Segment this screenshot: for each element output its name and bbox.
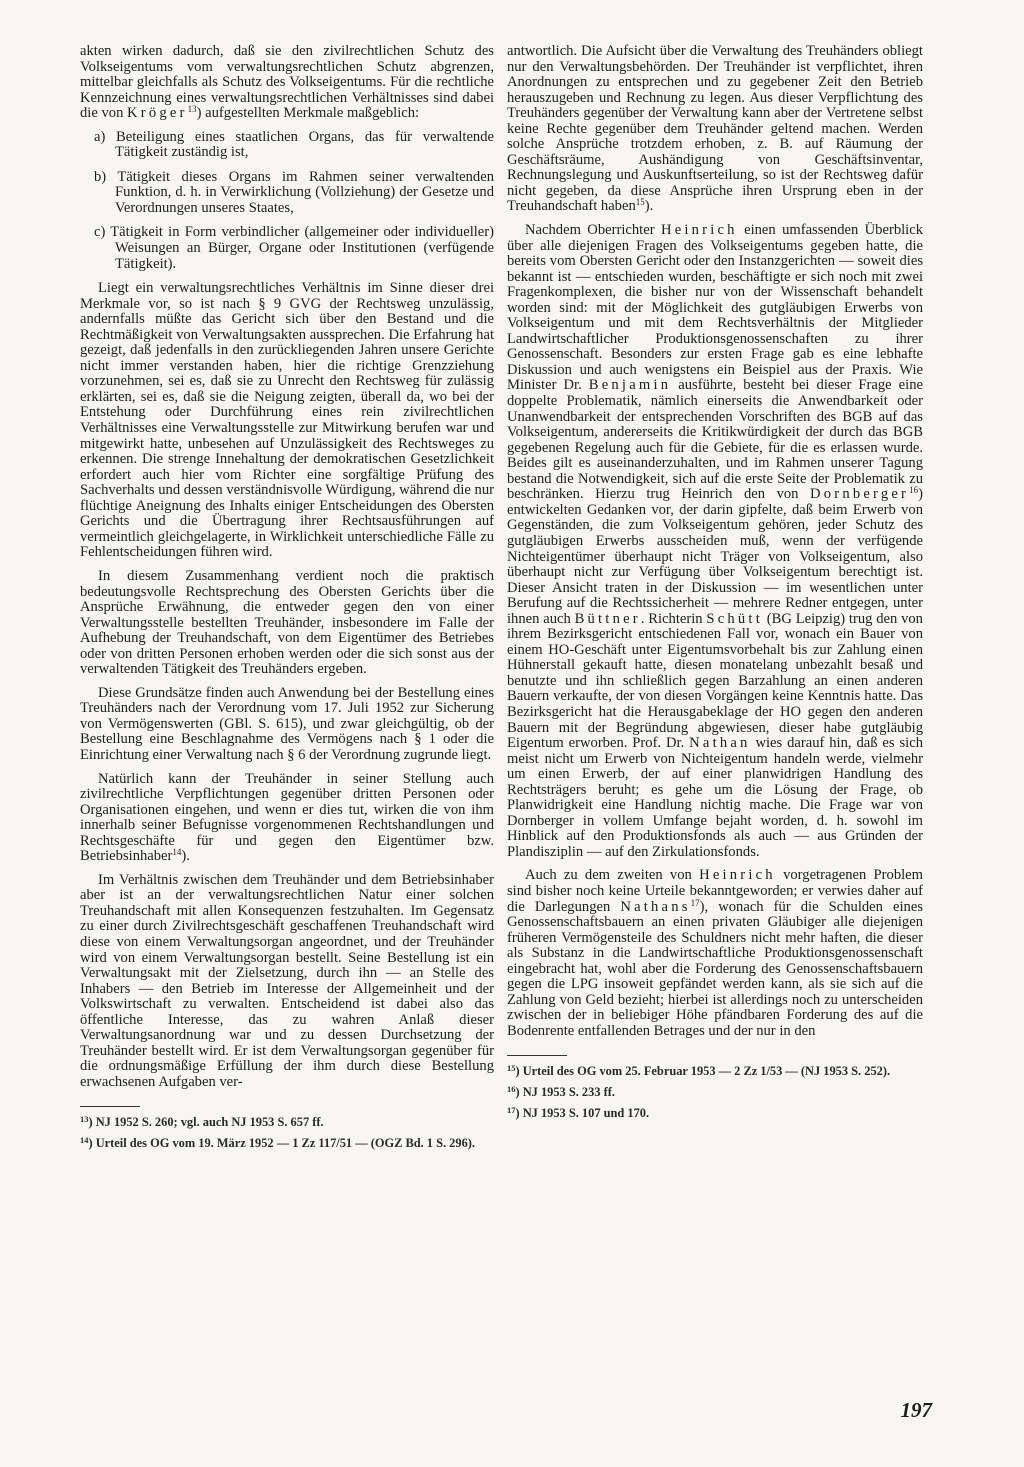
footnotes-left: [80, 1115, 494, 1157]
right-paragraph-1: antwortlich. Die Aufsicht über die Verwaltung des Treuhänders obliegt nur den Verwaltungsbehörden. Der Treuhänder ist verpflichtet, ihren Anordnungen zu entsprechen und zu gegebener Zeit den Betrieb herauszugeben und Rechnung zu legen. Aus dieser Verpflichtung des Treuhänders gegenüber der Verwaltung kann aber der Vertretene selbst keine Rechte gegenüber dem Treuhänder geltend machen. Werden solche Ansprüche trotzdem erhoben, z. B. auf Räumung der Geschäftsräume, Aushändigung von Geschäftsinventar, Rechnungslegung und Auskunftserteilung, so ist der Rechtsweg dafür nicht gegeben, da diese Ansprüche ihren Ursprung eben in der Treuhandschaft haben$^{15}$).: [507, 43, 923, 215]
footnote: $^{16}$) NJ 1953 S. 233 ff.: [507, 1084, 615, 1099]
left-paragraph-4: Diese Grundsätze finden auch Anwendung bei der Bestellung eines Treuhänders nach der Verordnung vom 17. Juli 1952 zur Sicherung von Vermögenswerten (GBl. S. 615), und zwar gleichgültig, ob der Bestellung eine Beschlagnahme des Vermögens nach § 1 oder die Einrichtung einer Verwaltung nach § 6 der Verordnung zugrunde liegt.: [80, 684, 494, 763]
footnote-ref: 15: [635, 197, 645, 208]
footnote-rule-left: [80, 1106, 140, 1107]
left-paragraph-2: Liegt ein verwaltungsrechtliches Verhältnis im Sinne dieser drei Merkmale vor, so ist nach § 9 GVG der Rechtsweg unzulässig, andernfalls müßte das Gericht sich über den Bestand und die Rechtmäßigkeit von Verwaltungsakten aussprechen. Die Erfahrung hat gezeigt, daß jedenfalls in den zurückliegenden Jahren unsere Gerichte nicht immer verstanden haben, hier die richtige Grenzziehung vorzunehmen, sei es, daß sie zu Unrecht den Rechtsweg für zulässig erklärten, sei es, daß sie die Neigung zeigten, überall da, wo bei der Entstehung oder Durchführung eines rein zivilrechtlichen Verhältnisses eine Verwaltungsstelle zur Mitwirkung berufen war und mitgewirkt hatte, unbesehen auf Unzulässigkeit des Rechtsweges zu erkennen. Die strenge Innehaltung der demokratischen Gesetzlichkeit erfordert auch hier vom Richter eine sorgfältige Prüfung des Sachverhalts und dessen verständnisvolle Würdigung, während die nur flüchtige Aneignung des Inhalts einiger Entscheidungen des Obersten Gerichts und die Übertragung ihrer Rechtsausführungen auf vermeintlich gleichgelagerte, in Wirklichkeit unterschiedliche Fälle zu Fehlentscheidungen führen wird.: [80, 280, 494, 561]
footnote-ref: 14: [172, 847, 182, 858]
footnote: $^{13}$) NJ 1952 S. 260; vgl. auch NJ 1953 S. 657 ff.: [80, 1114, 324, 1129]
left-paragraph-6: Im Verhältnis zwischen dem Treuhänder und dem Betriebsinhaber aber ist an der verwaltungsrechtlichen Natur einer solchen Treuhandschaft mit allen Konsequenzen festzuhalten. Im Gegensatz zu einer durch Zivilrechtsgeschäft geschaffenen Treuhandschaft wird diese von einem Verwaltungsorgan angeordnet, und der Treuhänder wird von einem Verwaltungsorgan bestellt. Seine Bestellung ist ein Verwaltungsakt mit der Zielsetzung, durch ihn — an Stelle des Inhabers — den Betrieb im Interesse der Allgemeinheit und der Volkswirtschaft zu verwalten. Entscheidend ist dabei also das öffentliche Interesse, das zu wahren Anlaß dieser Verwaltungsanordnung war und zu dessen Durchsetzung der Treuhänder bestellt wird. Er ist dem Verwaltungsorgan gegenüber für die ordnungsmäßige Erfüllung der ihm durch diese Bestellung erwachsenen Aufgaben ver-: [80, 871, 494, 1090]
person-name: Dornberger: [810, 486, 910, 503]
footnote: $^{15}$) Urteil des OG vom 25. Februar 1953 — 2 Zz 1/53 — (NJ 1953 S. 252).: [507, 1063, 891, 1078]
footnote: $^{17}$) NJ 1953 S. 107 und 170.: [507, 1105, 650, 1120]
criteria-item: c) Tätigkeit in Form verbindlicher (allgemeiner oder individueller) Weisungen an Bürger, Organe oder Institutionen (verfügende Tätigkeit).: [94, 224, 494, 272]
person-name: Schütt: [706, 610, 763, 627]
left-paragraph-3: In diesem Zusammenhang verdient noch die praktisch bedeutungsvolle Rechtsprechung des Obersten Gerichts über die Ansprüche Erwähnung, die entweder gegen den von einer Verwaltungsstelle bestellten Treuhänder, insbesondere im Falle der Aufhebung der Treuhandschaft, von dem Eigentümer des Betriebes oder von dritten Personen erhoben werden oder die sich sonst aus der verwaltenden Tätigkeit des Treuhänders ergeben.: [80, 567, 494, 678]
right-paragraph-2: Nachdem Oberrichter Heinrich einen umfassenden Überblick über alle diejenigen Fragen des Volkseigentums gegeben hatte, die bereits vom Obersten Gericht oder den Instanzgerichten — soweit dies bekannt ist — entschieden wurden, beschäftigte er sich noch mit zwei Fragenkomplexen, die bisher nur von der Wissenschaft behandelt worden sind: mit der Möglichkeit des gutgläubigen Erwerbs von Volkseigentum und mit dem Rechtsverhältnis der Mitglieder Landwirtschaftlicher Produktionsgenossenschaften zu ihrer Genossenschaft. Besonders zur ersten Frage gab es eine lebhafte Diskussion und auch wenigstens ein Beispiel aus der Praxis. Wie Minister Dr. Benjamin ausführte, besteht bei dieser Frage eine doppelte Problematik, nämlich einerseits die Anwendbarkeit oder Unanwendbarkeit der entsprechenden Vorschriften des BGB auf das Volkseigentum, andererseits die Kritikwürdigkeit der durch das BGB gegebenen Regelung auch für die Gebiete, für die es erlassen wurde. Beides gilt es auseinanderzuhalten, und im Rahmen unserer Tagung bestand die Notwendigkeit, sich auf die erste Seite der Problematik zu beschränken. Hierzu trug Heinrich den von Dornberger$^{16}$) entwickelten Gedanken vor, der darin gipfelte, daß beim Erwerb von Gegenständen, die zum Volkseigentum gehören, jeder Schutz des gutgläubigen Erwerbs ausscheiden muß, wenn der verfügende Nichteigentümer überhaupt nicht Träger von Volkseigentum, also überhaupt nicht zur Verfügung über Volkseigentum berechtigt ist. Dieser Ansicht traten in der Diskussion — im wesentlichen unter Berufung auf die Rechtssicherheit — mehrere Redner entgegen, unter ihnen auch Büttner. Richterin Schütt (BG Leipzig) trug den von ihrem Bezirksgericht entschiedenen Fall vor, wonach ein Bauer von einem HO-Geschäft unter Eigentumsvorbehalt bis zur Zahlung einen Hühnerstall gekauft hatte, diesen monatelang unbezahlt besaß und benutzte und ihn schließlich gegen Barzahlung an einen anderen Bauern verkaufte, der von diesen Vorgängen keine Kenntnis hatte. Das Bezirksgericht hat die Herausgabeklage der HO gegen den anderen Bauern mit der Begründung abgewiesen, dieser habe gutgläubig Eigentum erworben. Prof. Dr. Nathan wies darauf hin, daß es sich meist nicht um Erwerb von Nichteigentum handeln werde, vielmehr um einen Erwerb, der auf einer planwidrigen Handlung des Rechtsträgers beruht; es gehe um die Lösung der Frage, ob Planwidrigkeit eine Handlung nichtig mache. Die Frage war von Dornberger in vollem Umfange bejaht worden, d. h. sowohl im Hinblick auf den Produktionsfonds als auch — aus Gründen der Plandisziplin — auf den Zirkulationsfonds.: [507, 222, 923, 860]
criteria-item: b) Tätigkeit dieses Organs im Rahmen seiner verwaltenden Funktion, d. h. in Verwirklichung (Vollziehung) der Gesetze und Verordnungen unseres Staates,: [94, 168, 494, 216]
criteria-item: a) Beteiligung eines staatlichen Organs, das für verwaltende Tätigkeit zuständig ist,: [94, 128, 494, 161]
person-name: Büttner: [574, 610, 641, 627]
left-paragraph-5: Natürlich kann der Treuhänder in seiner Stellung auch zivilrechtliche Verpflichtungen gegenüber dritten Personen oder Organisationen eingehen, und wenn er dies tut, wirken die von ihm innerhalb seiner Befugnisse vorgenommenen Rechtshandlungen und Rechtsgeschäfte für und gegen den Eigentümer bzw. Betriebsinhaber$^{14}$).: [80, 770, 494, 865]
footnote-rule-right: [507, 1055, 567, 1056]
footnotes-right: [507, 1064, 923, 1127]
person-name: Benjamin: [588, 377, 672, 394]
person-name: Nathan: [689, 735, 751, 752]
footnote-ref: 17: [690, 897, 700, 908]
criteria-list: [80, 130, 494, 272]
person-name: Heinrich: [699, 867, 776, 884]
right-paragraph-3: Auch zu dem zweiten von Heinrich vorgetragenen Problem sind bisher noch keine Urteile bekanntgeworden; er verwies daher auf die Darlegungen Nathans$^{17}$), wonach für die Schulden eines Genossenschaftsbauern an einen privaten Gläubiger alle diejenigen früheren Vermögensteile des Schuldners nicht mehr haften, die dieser als Substanz in die Landwirtschaftliche Produktionsgenossenschaft eingebracht hat, wohl aber die Forderung des Genossenschaftsbauern gegen die LPG insoweit gepfändet werden kann, als sie sich auf die Zahlung von Geld bezieht; hierbei ist allerdings noch zu unterscheiden zwischen der in beliebiger Höhe pfändbaren Forderung des auf die Bodenrente entfallenden Betrages und der nur in den: [507, 867, 923, 1039]
left-column: [80, 44, 494, 1098]
right-column: [507, 44, 923, 1047]
person-name: Nathans: [620, 898, 691, 915]
footnote-ref: 13: [187, 104, 197, 115]
footnote-ref: 16: [909, 485, 919, 496]
person-name: Heinrich: [660, 222, 738, 239]
footnote: $^{14}$) Urteil des OG vom 19. März 1952 — 1 Zz 117/51 — (OGZ Bd. 1 S. 296).: [80, 1135, 475, 1150]
author-name: Kröger: [127, 105, 188, 122]
page-number: 197: [900, 1398, 932, 1422]
left-paragraph-1: akten wirken dadurch, daß sie den zivilrechtlichen Schutz des Volkseigentums vom verwaltungsrechtlichen Schutz abgrenzen, mittelbar gleichfalls als Schutz des Volkseigentums. Für die rechtliche Kennzeichnung eines verwaltungsrechtlichen Verhältnisses sind dabei die von Kröger$^{13}$) aufgestellten Merkmale maßgeblich:: [80, 43, 494, 122]
